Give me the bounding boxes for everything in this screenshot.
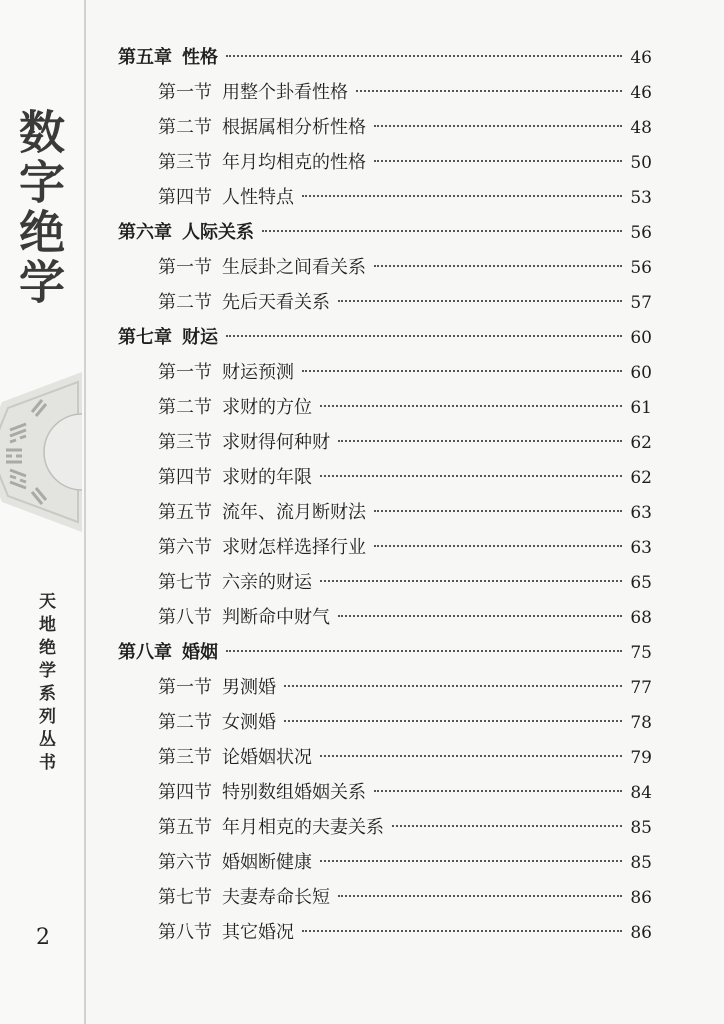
toc-entry-title: 求财的方位 xyxy=(222,397,312,418)
toc-entry-title: 生辰卦之间看关系 xyxy=(222,257,366,278)
toc-entry-label xyxy=(158,740,312,775)
toc-entry-number: 第七章 xyxy=(118,327,172,348)
toc-entry-label xyxy=(158,355,294,390)
toc-leader-dots xyxy=(374,510,622,512)
toc-entry-number: 第二节 xyxy=(158,292,212,313)
toc-section-row[interactable] xyxy=(118,355,652,390)
toc-page-number: 46 xyxy=(630,48,652,68)
toc-entry-number: 第五节 xyxy=(158,817,212,838)
toc-page-number: 61 xyxy=(630,398,652,418)
toc-page-number: 84 xyxy=(630,783,652,803)
toc-page-number: 48 xyxy=(630,118,652,138)
toc-section-row[interactable] xyxy=(118,705,652,740)
toc-leader-dots xyxy=(356,90,622,92)
toc-leader-dots xyxy=(284,720,622,722)
toc-entry-title: 婚姻 xyxy=(182,642,218,663)
toc-entry-number: 第四节 xyxy=(158,187,212,208)
toc-leader-dots xyxy=(392,825,622,827)
toc-entry-number: 第七节 xyxy=(158,572,212,593)
toc-section-row[interactable] xyxy=(118,110,652,145)
table-of-contents xyxy=(118,40,652,950)
toc-section-row[interactable] xyxy=(118,600,652,635)
toc-entry-label xyxy=(158,565,312,600)
toc-entry-title: 先后天看关系 xyxy=(222,292,330,313)
toc-entry-label xyxy=(158,810,384,845)
toc-page-number: 65 xyxy=(630,573,652,593)
toc-page-number: 53 xyxy=(630,188,652,208)
book-title: 数字绝学 xyxy=(12,108,66,308)
toc-leader-dots xyxy=(302,930,622,932)
toc-leader-dots xyxy=(284,685,622,687)
toc-section-row[interactable] xyxy=(118,425,652,460)
toc-entry-title: 根据属相分析性格 xyxy=(222,117,366,138)
toc-leader-dots xyxy=(338,615,622,617)
toc-entry-title: 流年、流月断财法 xyxy=(222,502,366,523)
toc-page-number: 62 xyxy=(630,468,652,488)
toc-entry-title: 其它婚况 xyxy=(222,922,294,943)
toc-entry-number: 第八节 xyxy=(158,607,212,628)
toc-page-number: 56 xyxy=(630,223,652,243)
toc-entry-number: 第一节 xyxy=(158,677,212,698)
toc-entry-label xyxy=(158,180,294,215)
toc-entry-title: 求财的年限 xyxy=(222,467,312,488)
toc-section-row[interactable] xyxy=(118,915,652,950)
toc-page-number: 85 xyxy=(630,818,652,838)
toc-page-number: 75 xyxy=(630,643,652,663)
toc-entry-label xyxy=(158,530,366,565)
toc-entry-title: 人性特点 xyxy=(222,187,294,208)
toc-page-number: 50 xyxy=(630,153,652,173)
toc-page-number: 79 xyxy=(630,748,652,768)
toc-leader-dots xyxy=(302,370,622,372)
toc-leader-dots xyxy=(374,790,622,792)
toc-entry-label xyxy=(158,495,366,530)
toc-chapter-row[interactable] xyxy=(118,635,652,670)
toc-entry-title: 年月均相克的性格 xyxy=(222,152,366,173)
toc-section-row[interactable] xyxy=(118,495,652,530)
toc-entry-title: 性格 xyxy=(182,47,218,68)
toc-entry-title: 六亲的财运 xyxy=(222,572,312,593)
toc-section-row[interactable] xyxy=(118,880,652,915)
toc-leader-dots xyxy=(226,650,622,652)
toc-section-row[interactable] xyxy=(118,460,652,495)
toc-entry-label xyxy=(158,705,276,740)
toc-entry-label xyxy=(118,635,218,670)
toc-entry-title: 判断命中财气 xyxy=(222,607,330,628)
toc-entry-label xyxy=(158,285,330,320)
toc-section-row[interactable] xyxy=(118,530,652,565)
toc-leader-dots xyxy=(302,195,622,197)
toc-leader-dots xyxy=(320,860,622,862)
toc-entry-number: 第八章 xyxy=(118,642,172,663)
page-number: 2 xyxy=(36,925,50,950)
toc-section-row[interactable] xyxy=(118,810,652,845)
toc-leader-dots xyxy=(226,55,622,57)
toc-entry-number: 第四节 xyxy=(158,782,212,803)
toc-entry-number: 第六节 xyxy=(158,537,212,558)
toc-leader-dots xyxy=(374,125,622,127)
toc-entry-label xyxy=(158,915,294,950)
toc-entry-label xyxy=(158,460,312,495)
toc-page-number: 60 xyxy=(630,363,652,383)
toc-leader-dots xyxy=(338,895,622,897)
toc-page-number: 57 xyxy=(630,293,652,313)
toc-leader-dots xyxy=(338,300,622,302)
toc-entry-label xyxy=(158,845,312,880)
toc-entry-number: 第六节 xyxy=(158,852,212,873)
toc-section-row[interactable] xyxy=(118,285,652,320)
spine-divider xyxy=(84,0,86,1024)
toc-chapter-row[interactable] xyxy=(118,320,652,355)
toc-leader-dots xyxy=(226,335,622,337)
toc-leader-dots xyxy=(374,545,622,547)
toc-entry-number: 第三节 xyxy=(158,152,212,173)
toc-entry-label xyxy=(118,40,218,75)
toc-section-row[interactable] xyxy=(118,670,652,705)
toc-entry-label xyxy=(158,880,330,915)
toc-page-number: 86 xyxy=(630,888,652,908)
toc-entry-number: 第二节 xyxy=(158,117,212,138)
toc-entry-title: 人际关系 xyxy=(182,222,254,243)
toc-entry-label xyxy=(158,600,330,635)
toc-entry-title: 男测婚 xyxy=(222,677,276,698)
toc-entry-title: 求财怎样选择行业 xyxy=(222,537,366,558)
toc-entry-number: 第三节 xyxy=(158,432,212,453)
toc-entry-number: 第二节 xyxy=(158,712,212,733)
toc-page-number: 56 xyxy=(630,258,652,278)
toc-page-number: 86 xyxy=(630,923,652,943)
bagua-emblem-icon xyxy=(0,372,82,532)
toc-entry-number: 第一节 xyxy=(158,362,212,383)
toc-section-row[interactable] xyxy=(118,75,652,110)
toc-leader-dots xyxy=(374,265,622,267)
toc-entry-number: 第一节 xyxy=(158,257,212,278)
toc-leader-dots xyxy=(320,405,622,407)
toc-entry-title: 婚姻断健康 xyxy=(222,852,312,873)
toc-entry-title: 财运 xyxy=(182,327,218,348)
toc-leader-dots xyxy=(338,440,622,442)
toc-entry-number: 第五节 xyxy=(158,502,212,523)
toc-entry-number: 第四节 xyxy=(158,467,212,488)
toc-leader-dots xyxy=(262,230,622,232)
toc-section-row[interactable] xyxy=(118,565,652,600)
toc-entry-title: 夫妻寿命长短 xyxy=(222,887,330,908)
toc-entry-label xyxy=(158,670,276,705)
toc-chapter-row[interactable] xyxy=(118,215,652,250)
toc-leader-dots xyxy=(320,475,622,477)
toc-page-number: 60 xyxy=(630,328,652,348)
toc-page-number: 78 xyxy=(630,713,652,733)
toc-page-number: 63 xyxy=(630,503,652,523)
toc-entry-title: 论婚姻状况 xyxy=(222,747,312,768)
toc-section-row[interactable] xyxy=(118,775,652,810)
toc-page-number: 68 xyxy=(630,608,652,628)
toc-entry-label xyxy=(158,250,366,285)
toc-entry-number: 第二节 xyxy=(158,397,212,418)
toc-page-number: 77 xyxy=(630,678,652,698)
toc-section-row[interactable] xyxy=(118,740,652,775)
toc-leader-dots xyxy=(320,580,622,582)
toc-leader-dots xyxy=(374,160,622,162)
toc-entry-number: 第八节 xyxy=(158,922,212,943)
toc-entry-label xyxy=(158,75,348,110)
toc-entry-label xyxy=(158,775,366,810)
toc-section-row[interactable] xyxy=(118,180,652,215)
toc-entry-title: 年月相克的夫妻关系 xyxy=(222,817,384,838)
toc-page-number: 62 xyxy=(630,433,652,453)
toc-page-number: 46 xyxy=(630,83,652,103)
toc-entry-title: 女测婚 xyxy=(222,712,276,733)
toc-entry-title: 财运预测 xyxy=(222,362,294,383)
toc-page-number: 63 xyxy=(630,538,652,558)
toc-entry-label xyxy=(118,320,218,355)
toc-entry-number: 第五章 xyxy=(118,47,172,68)
toc-section-row[interactable] xyxy=(118,390,652,425)
toc-section-row[interactable] xyxy=(118,145,652,180)
toc-entry-title: 求财得何种财 xyxy=(222,432,330,453)
toc-section-row[interactable] xyxy=(118,250,652,285)
toc-section-row[interactable] xyxy=(118,845,652,880)
toc-entry-label xyxy=(158,390,312,425)
toc-leader-dots xyxy=(320,755,622,757)
toc-page-number: 85 xyxy=(630,853,652,873)
toc-entry-number: 第三节 xyxy=(158,747,212,768)
toc-entry-label xyxy=(158,425,330,460)
toc-entry-label xyxy=(158,145,366,180)
toc-entry-label xyxy=(118,215,254,250)
toc-entry-number: 第一节 xyxy=(158,82,212,103)
toc-entry-number: 第七节 xyxy=(158,887,212,908)
sidebar xyxy=(0,0,84,1024)
toc-entry-label xyxy=(158,110,366,145)
toc-entry-title: 特别数组婚姻关系 xyxy=(222,782,366,803)
series-title: 天地绝学系列丛书 xyxy=(35,592,55,776)
toc-entry-title: 用整个卦看性格 xyxy=(222,82,348,103)
toc-chapter-row[interactable] xyxy=(118,40,652,75)
toc-entry-number: 第六章 xyxy=(118,222,172,243)
